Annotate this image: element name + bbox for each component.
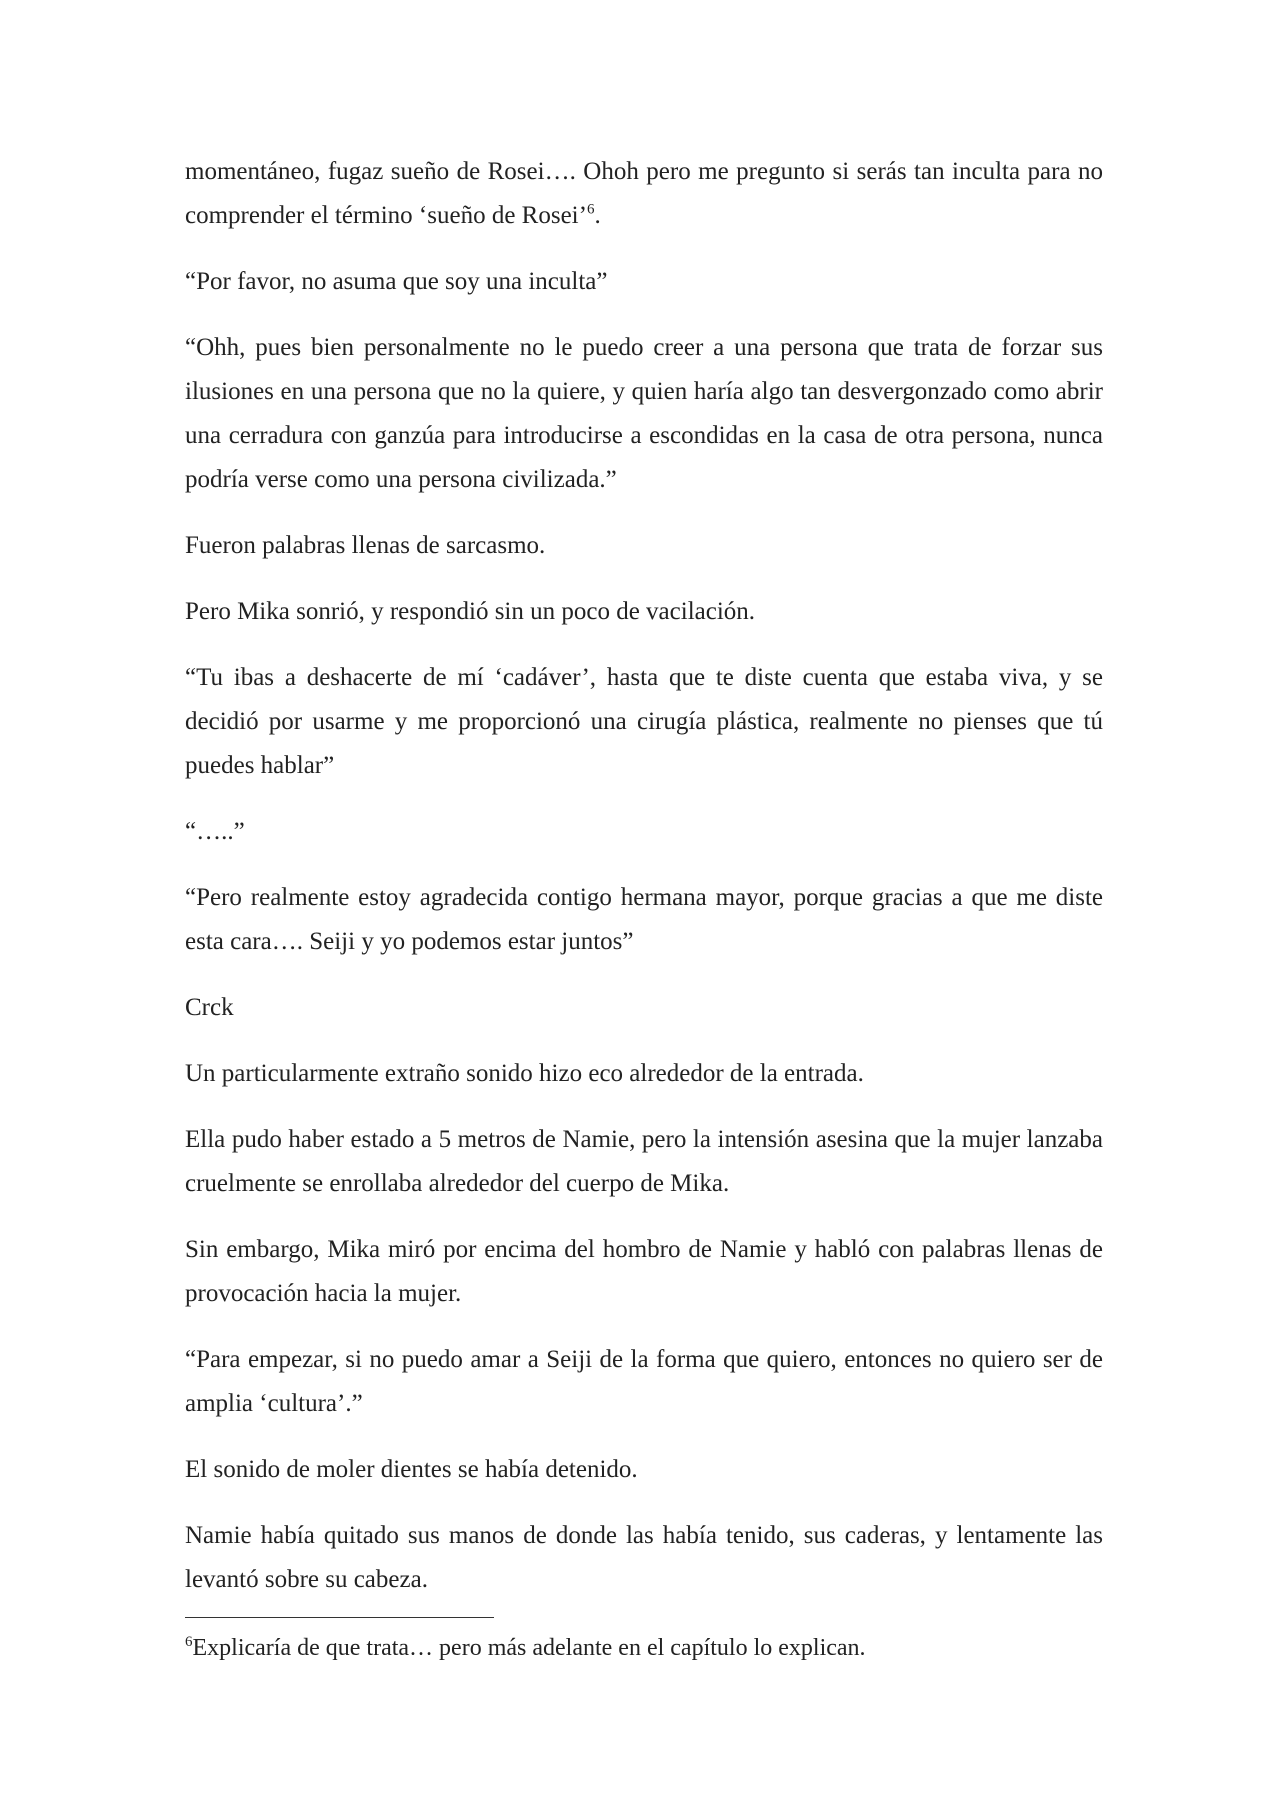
paragraph-2: “Por favor, no asuma que soy una inculta” (185, 268, 608, 295)
paragraph-10: Un particularmente extraño sonido hizo eco alrededor de la entrada. (185, 1060, 864, 1087)
paragraph-3: “Ohh, pues bien personalmente no le puedo creer a una persona que trata de forzar sus ilusiones en una persona que no la quiere, y quien haría algo tan desvergonzado como abrir una cerradura con ganzúa para introducirse a escondidas en la casa de otra persona, nunca podría verse como una persona civilizada.” (185, 334, 1103, 493)
paragraph-1-text: momentáneo, fugaz sueño de Rosei…. Ohoh pero me pregunto si serás tan inculta para no comprender el término ‘sueño de Rosei’ (185, 158, 1103, 229)
paragraph-5: Pero Mika sonrió, y respondió sin un poco de vacilación. (185, 598, 756, 625)
body-text (185, 150, 1103, 1624)
paragraph-12: Sin embargo, Mika miró por encima del hombro de Namie y habló con palabras llenas de provocación hacia la mujer. (185, 1236, 1103, 1307)
paragraph-1 (185, 150, 1103, 238)
paragraph-15: Namie había quitado sus manos de donde las había tenido, sus caderas, y lentamente las levantó sobre su cabeza. (185, 1522, 1103, 1593)
paragraph-14: El sonido de moler dientes se había detenido. (185, 1456, 638, 1483)
footnote-marker: 6 (185, 1634, 193, 1650)
paragraph-13: “Para empezar, si no puedo amar a Seiji de la forma que quiero, entonces no quiero ser de amplia ‘cultura’.” (185, 1346, 1103, 1417)
footnote-divider (185, 1617, 494, 1618)
footnote-ref-marker: 6 (586, 201, 595, 218)
paragraph-9: Crck (185, 994, 234, 1021)
footnote (185, 1630, 1103, 1666)
paragraph-8: “Pero realmente estoy agradecida contigo hermana mayor, porque gracias a que me diste esta cara…. Seiji y yo podemos estar juntos” (185, 884, 1103, 955)
paragraph-4: Fueron palabras llenas de sarcasmo. (185, 532, 546, 559)
paragraph-7: “…..” (185, 818, 245, 845)
paragraph-1-end: . (594, 202, 601, 229)
paragraph-11: Ella pudo haber estado a 5 metros de Namie, pero la intensión asesina que la mujer lanzaba cruelmente se enrollaba alrededor del cuerpo de Mika. (185, 1126, 1103, 1197)
paragraph-6: “Tu ibas a deshacerte de mí ‘cadáver’, hasta que te diste cuenta que estaba viva, y se decidió por usarme y me proporcionó una cirugía plástica, realmente no pienses que tú puedes hablar” (185, 664, 1103, 779)
footnote-text: Explicaría de que trata… pero más adelante en el capítulo lo explican. (192, 1635, 866, 1661)
